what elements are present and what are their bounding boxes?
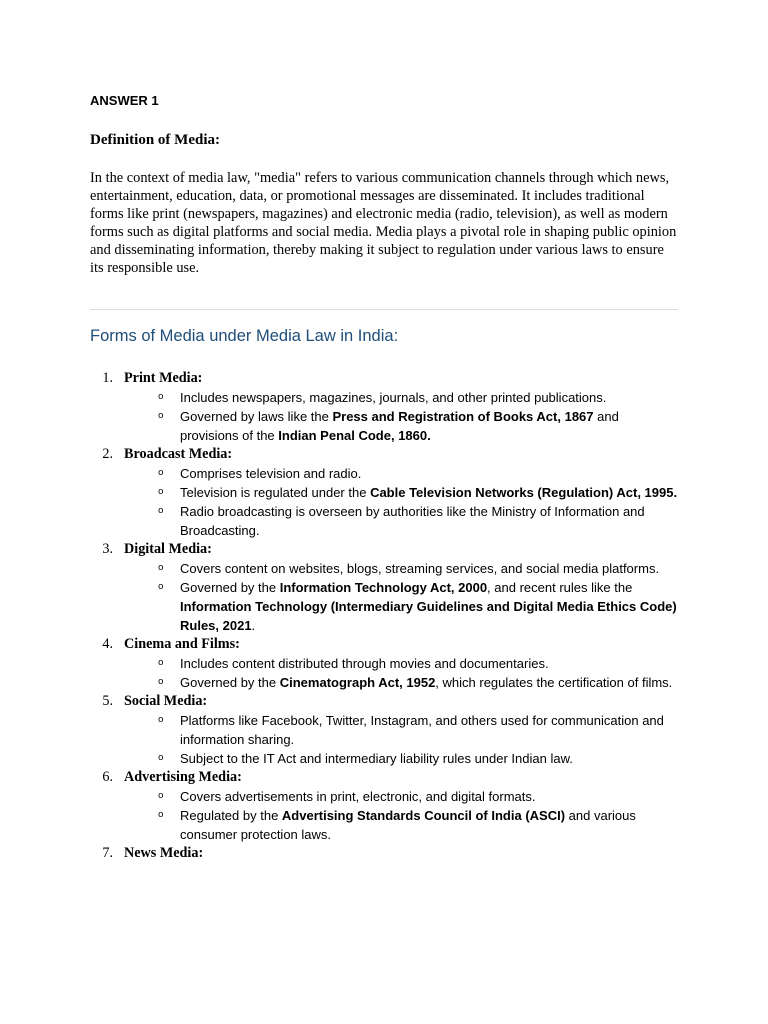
bold-text: Press and Registration of Books Act, 1867 <box>332 409 594 424</box>
text-run: Includes newspapers, magazines, journals, and other printed publications. <box>180 390 607 405</box>
category-name: Digital Media: <box>124 541 212 557</box>
text-run: and provisions of the <box>180 409 619 443</box>
media-forms-list <box>90 369 682 863</box>
text-run: Platforms like Facebook, Twitter, Instagram, and others used for communication and information sharing. <box>180 713 664 747</box>
text-run: Regulated by the <box>180 808 282 823</box>
category-heading <box>90 540 682 559</box>
category-name: Advertising Media: <box>124 769 242 785</box>
media-category <box>90 768 682 844</box>
category-number: 7. <box>102 845 113 861</box>
media-category <box>90 369 682 445</box>
bullet-item <box>90 464 682 483</box>
bold-text: Advertising Standards Council of India (ASCI) <box>281 808 566 823</box>
text-run: and various consumer protection laws. <box>180 808 636 842</box>
category-name: Social Media: <box>124 693 208 709</box>
text-run: Radio broadcasting is overseen by authorities like the Ministry of Information and Broadcasting. <box>180 504 645 538</box>
text-run: Comprises television and radio. <box>180 466 362 481</box>
bullet-list <box>90 654 682 692</box>
text-run: Covers advertisements in print, electronic, and digital formats. <box>180 789 536 804</box>
category-heading <box>90 768 682 787</box>
bullet-item <box>90 787 682 806</box>
bullet-list <box>90 559 682 635</box>
bullet-item <box>90 654 682 673</box>
category-number: 2. <box>102 446 113 462</box>
category-number: 3. <box>102 541 113 557</box>
circle-bullet-icon: o <box>158 563 164 573</box>
text-run: Governed by the <box>180 580 280 595</box>
bullet-item <box>90 407 682 445</box>
category-heading <box>90 445 682 464</box>
bullet-item <box>90 711 682 749</box>
bullet-list <box>90 388 682 445</box>
bold-text: Information Technology Act, 2000 <box>279 580 488 595</box>
bullet-item <box>90 749 682 768</box>
text-run: Television is regulated under the <box>180 485 371 500</box>
definition-heading: Definition of Media: <box>90 132 220 148</box>
circle-bullet-icon: o <box>158 658 164 668</box>
category-heading <box>90 369 682 388</box>
circle-bullet-icon: o <box>158 392 164 402</box>
bullet-list <box>90 464 682 540</box>
text-run: , which regulates the certification of films. <box>435 675 673 690</box>
text-run: Includes content distributed through movies and documentaries. <box>180 656 549 671</box>
bold-text: Cinematograph Act, 1952 <box>279 675 436 690</box>
category-number: 6. <box>102 769 113 785</box>
bullet-list <box>90 711 682 768</box>
media-category <box>90 635 682 692</box>
bullet-item <box>90 578 682 635</box>
text-run: Governed by laws like the <box>180 409 333 424</box>
media-category <box>90 844 682 863</box>
bullet-item <box>90 559 682 578</box>
circle-bullet-icon: o <box>158 677 164 687</box>
media-category <box>90 445 682 540</box>
category-number: 1. <box>102 370 113 386</box>
bullet-list <box>90 787 682 844</box>
category-name: Print Media: <box>124 370 203 386</box>
category-number: 4. <box>102 636 113 652</box>
media-category <box>90 692 682 768</box>
category-heading <box>90 844 682 863</box>
bullet-item <box>90 806 682 844</box>
text-run: Covers content on websites, blogs, streaming services, and social media platforms. <box>180 561 660 576</box>
category-name: News Media: <box>124 845 204 861</box>
text-run: Governed by the <box>180 675 280 690</box>
definition-paragraph: In the context of media law, "media" refers to various communication channels through which news, entertainment, education, data, or promotional messages are disseminated. It includes traditional forms like print (newspapers, magazines) and electronic media (radio, television), as well as modern forms such as digital platforms and social media. Media plays a pivotal role in shaping public opinion and disseminating information, thereby making it subject to regulation under various laws to ensure its responsible use. <box>90 170 677 276</box>
circle-bullet-icon: o <box>158 753 164 763</box>
circle-bullet-icon: o <box>158 810 164 820</box>
media-category <box>90 540 682 635</box>
category-number: 5. <box>102 693 113 709</box>
category-heading <box>90 692 682 711</box>
bold-text: Information Technology (Intermediary Guidelines and Digital Media Ethics Code) Rules, 2021 <box>180 599 677 633</box>
circle-bullet-icon: o <box>158 411 164 421</box>
bold-text: Cable Television Networks (Regulation) Act, 1995. <box>370 485 678 500</box>
text-run: . <box>251 618 256 633</box>
text-run: , and recent rules like the <box>487 580 633 595</box>
bold-text: Indian Penal Code, 1860. <box>278 428 431 443</box>
bullet-item <box>90 502 682 540</box>
circle-bullet-icon: o <box>158 487 164 497</box>
category-name: Broadcast Media: <box>124 446 233 462</box>
circle-bullet-icon: o <box>158 468 164 478</box>
section-divider <box>90 309 678 310</box>
circle-bullet-icon: o <box>158 791 164 801</box>
forms-heading: Forms of Media under Media Law in India: <box>90 327 399 345</box>
circle-bullet-icon: o <box>158 715 164 725</box>
circle-bullet-icon: o <box>158 506 164 516</box>
bullet-item <box>90 673 682 692</box>
category-heading <box>90 635 682 654</box>
category-name: Cinema and Films: <box>124 636 240 652</box>
circle-bullet-icon: o <box>158 582 164 592</box>
bullet-item <box>90 483 682 502</box>
text-run: Subject to the IT Act and intermediary liability rules under Indian law. <box>180 751 573 766</box>
answer-label: ANSWER 1 <box>90 93 159 108</box>
bullet-item <box>90 388 682 407</box>
